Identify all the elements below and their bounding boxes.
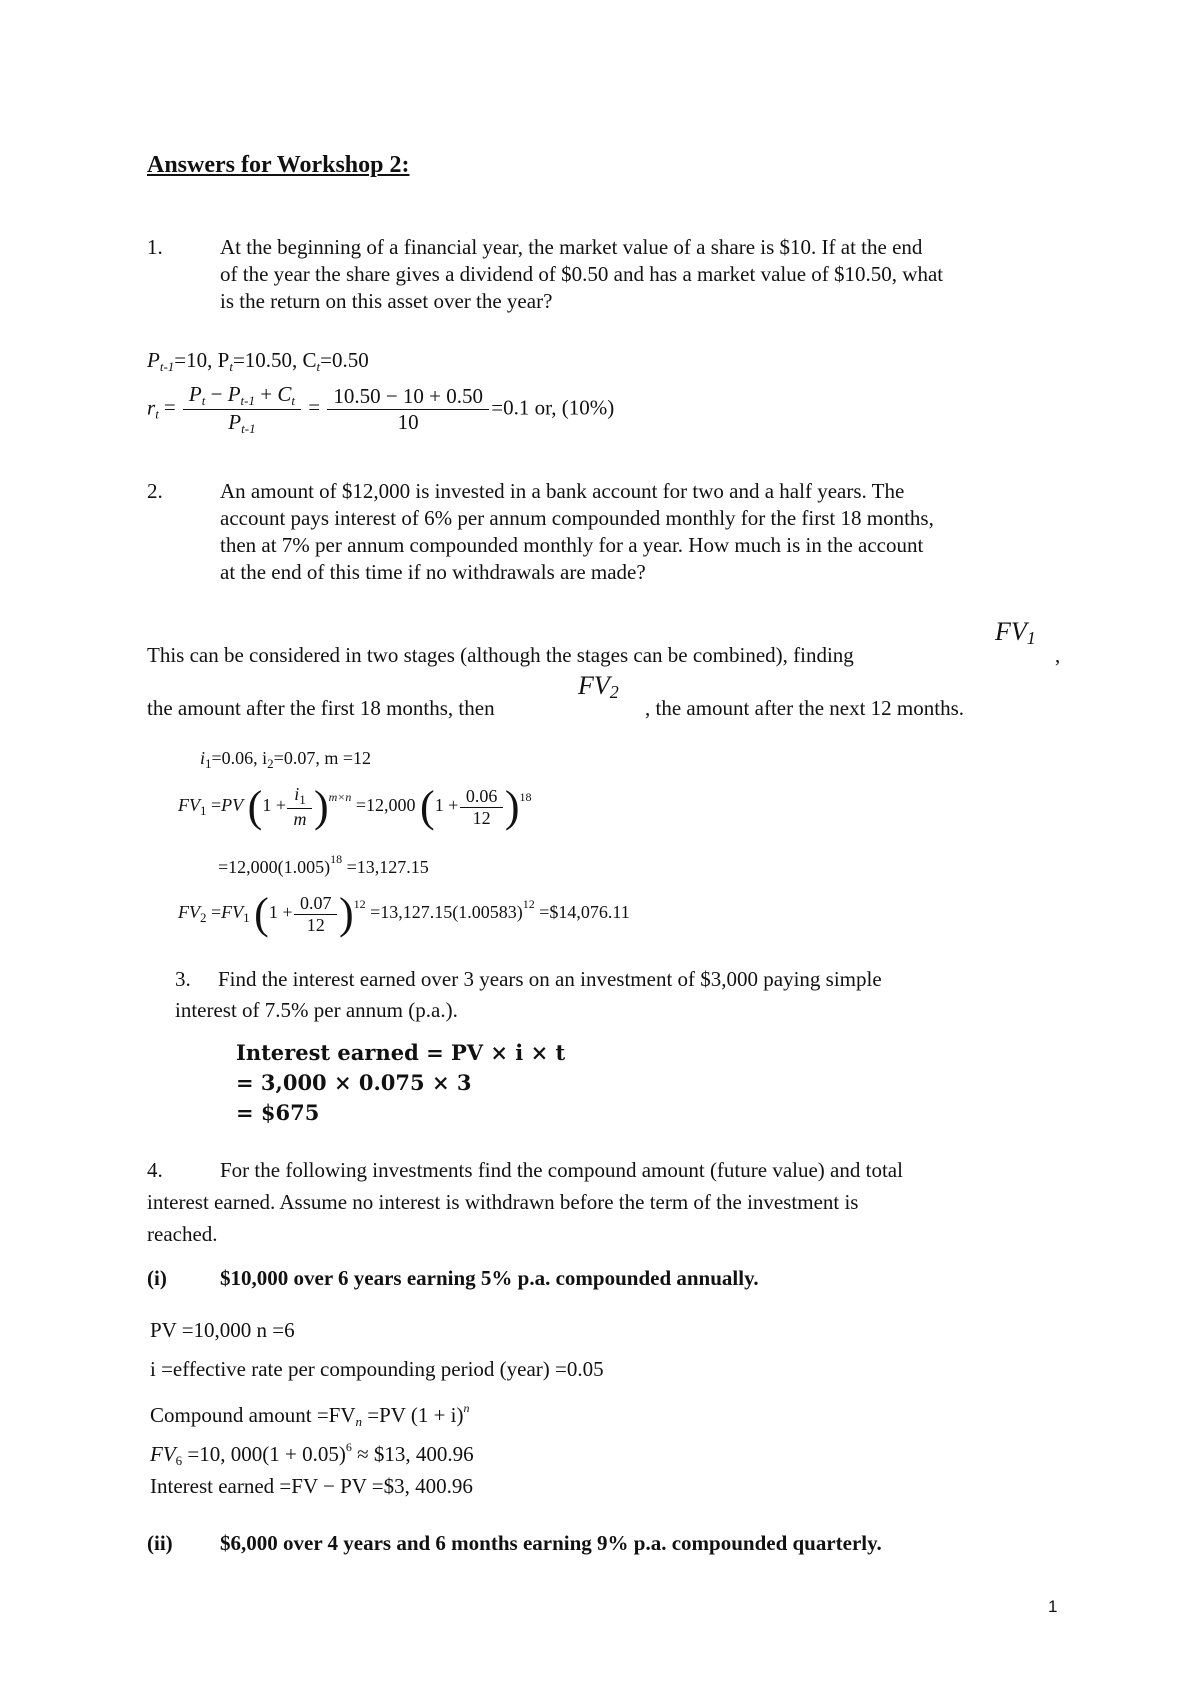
question-4-line-3: reached. [147, 1222, 218, 1246]
question-2-number: 2. [147, 479, 163, 503]
q2-explanation-line-1: This can be considered in two stages (although the stages can be combined), finding [147, 643, 854, 667]
part-i-line-3: Compound amount $=FV_n =PV$ $(1 + i)^n$ [150, 1401, 470, 1429]
question-2-line-2: account pays interest of 6% per annum compounded monthly for the first 18 months, [220, 506, 934, 530]
question-4-number: 4. [147, 1158, 163, 1182]
fv1-symbol: $FV_1$ [995, 617, 1036, 648]
q2-explanation-line-2-end: , the amount after the next 12 months. [645, 696, 965, 720]
q3-calculation-line-3: = $675 [236, 1100, 320, 1125]
q1-return-formula: $r_t$ = $\frac{P_t - P_{t-1} + C_t}{P_{t-1}}$ = $\frac{10.50 - 10 + 0.50}{10}$ =0.1 or, (10%) [147, 382, 615, 436]
part-i-line-5: Interest earned =FV − PV =$3, 400.96 [150, 1474, 473, 1498]
question-3-line-2: interest of 7.5% per annum (p.a.). [175, 998, 458, 1022]
page-number: 1 [1048, 1597, 1058, 1616]
q2-variables: $i_1=0.06$, $i_2=0.07$, m =12 [200, 748, 371, 771]
q2-explanation-comma: , [1055, 643, 1061, 667]
question-2-line-4: at the end of this time if no withdrawals are made? [220, 560, 646, 584]
part-i-label: (i) [147, 1266, 167, 1290]
question-1-line-1: At the beginning of a financial year, the market value of a share is $10. If at the end [220, 235, 923, 259]
q2-fv1-result: $=12,000(1.005)^{18} =13,127.15$ [218, 852, 429, 877]
question-3-number: 3. [175, 967, 191, 991]
question-2-line-3: then at 7% per annum compounded monthly for a year. How much is in the account [220, 533, 924, 557]
q3-calculation-line-2: = 3,000 × 0.075 × 3 [236, 1070, 472, 1095]
question-3-line-1: Find the interest earned over 3 years on an investment of $3,000 paying simple [218, 967, 882, 991]
part-ii-label: (ii) [147, 1531, 173, 1555]
part-i-line-4: $FV_6 =10$, $000(1 + 0.05)^6$ ≈ $13, 400.96 [150, 1440, 474, 1468]
q1-given-values: $P_{t-1}=10$, $P_t=10.50$, $C_t=0.50$ [147, 348, 369, 374]
page-title: Answers for Workshop 2: [147, 152, 410, 178]
q2-fv2-formula: $FV_2 =FV_1$ (1 + $\frac{0.07}{12}$ )$^{12} =13,127.15(1.00583)^{12}$ =$14,076.11 [178, 889, 630, 938]
question-2-line-1: An amount of $12,000 is invested in a bank account for two and a half years. The [220, 479, 905, 503]
question-4-line-1: For the following investments find the compound amount (future value) and total [220, 1158, 903, 1182]
part-ii-heading: $6,000 over 4 years and 6 months earning 9% p.a. compounded quarterly. [220, 1531, 882, 1555]
part-i-line-2: i =effective rate per compounding period (year) =0.05 [150, 1357, 604, 1381]
part-i-heading: $10,000 over 6 years earning 5% p.a. compounded annually. [220, 1266, 759, 1290]
q2-explanation-line-2: the amount after the first 18 months, then [147, 696, 495, 720]
question-1-line-2: of the year the share gives a dividend of $0.50 and has a market value of $10.50, what [220, 262, 944, 286]
fv2-symbol: $FV_2$ [578, 671, 619, 702]
q3-calculation-line-1: Interest earned = PV × i × t [236, 1040, 566, 1065]
part-i-line-1: PV =10,000 n =6 [150, 1318, 295, 1342]
question-4-line-2: interest earned. Assume no interest is withdrawn before the term of the investment is [147, 1190, 859, 1214]
q2-fv1-formula: $FV_1 =PV$ (1 + $\frac{i_1}{m}$ )$^{m\times n}$ =12,000 (1 + $\frac{0.06}{12}$ )$^{18}$ [178, 782, 532, 831]
question-1-line-3: is the return on this asset over the year? [220, 289, 553, 313]
question-1-number: 1. [147, 235, 163, 259]
